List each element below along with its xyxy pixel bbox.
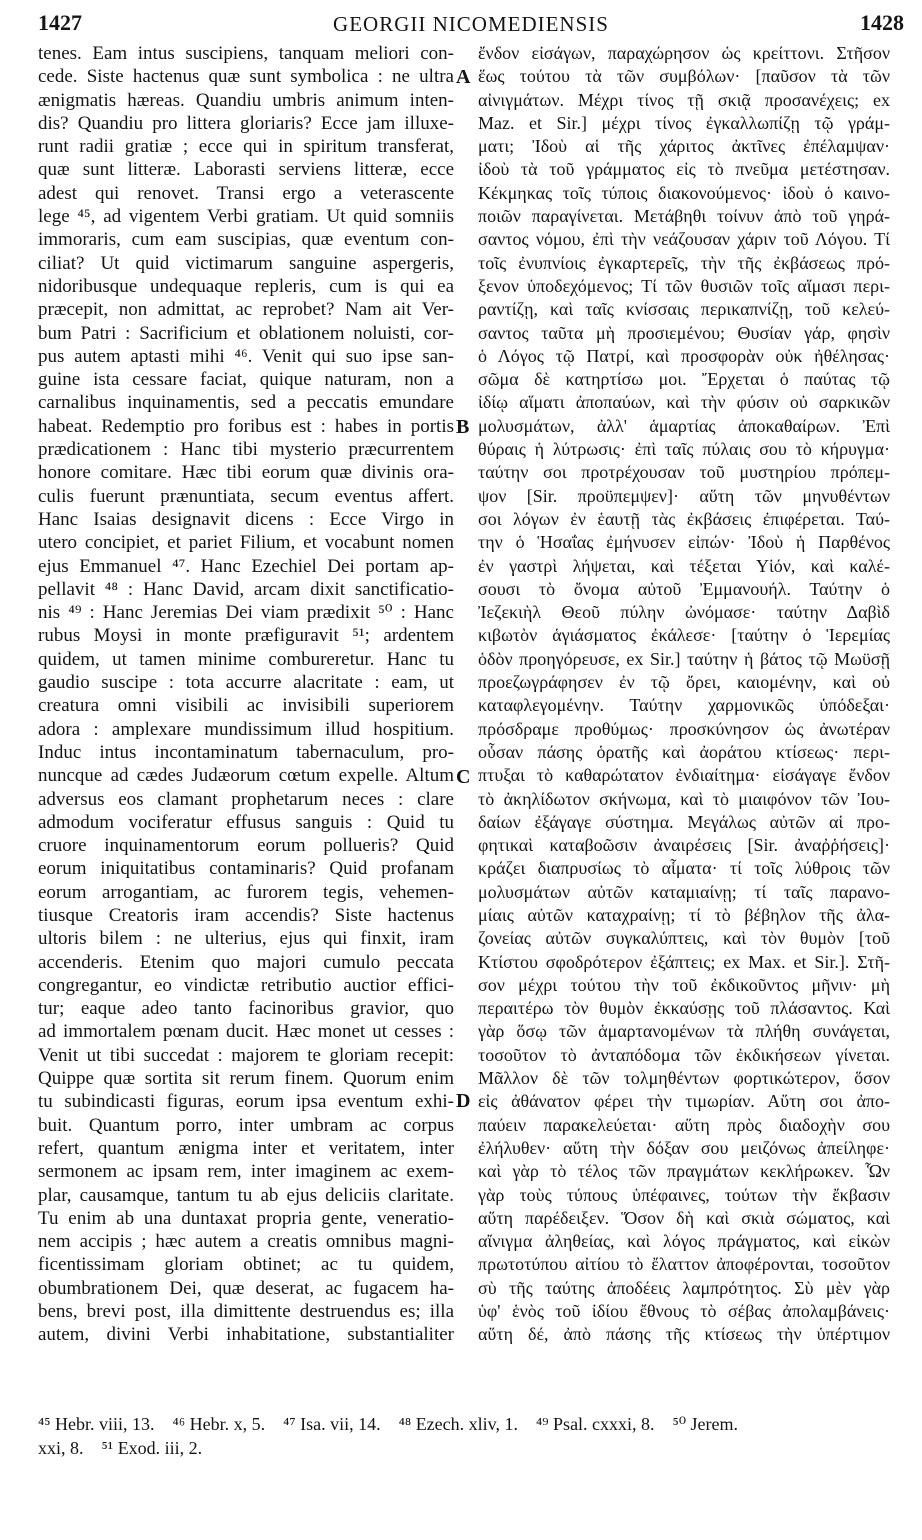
greek-text-line: περαιτέρω τὸν θυμὸν ἐκκαύσῃς τοῦ πλάσαντος. Καὶ: [478, 998, 890, 1019]
greek-text-line: πτυξαι τὸ καθαρώτατον ἐνδιαίτημα· εἰσάγαγε ἔνδον: [478, 765, 890, 786]
latin-text-line: obumbrationem Dei, quæ deserat, ac fugacem ha-: [38, 1277, 454, 1299]
latin-text-line: præcepit, non admittat, ac reprobet? Nam ait Ver-: [38, 299, 454, 321]
latin-text-line: Hanc Isaias designavit dicens : Ecce Virgo in: [38, 508, 454, 530]
greek-text-line: μίαις αὐτῶν καταχραίνῃ; τί τὸ βέβηλον τῆς ἀλα-: [478, 904, 890, 925]
footnote-reference: ⁴⁷ Isa. vii, 14.: [283, 1414, 381, 1434]
greek-text-line: Κέκμηκας τοῖς τύποις διακονούμενος· ἰδοὺ ὁ καινο-: [478, 182, 890, 203]
latin-text-line: ejus Emmanuel ⁴⁷. Hanc Ezechiel Dei portam ap-: [38, 555, 454, 577]
latin-text-line: admodum vociferatur effusus sanguis : Quid tu: [38, 811, 454, 833]
latin-text-line: utero concipiet, et pariet Filium, et vocabunt nomen: [38, 532, 454, 554]
greek-text-line: πρωτοτύπου αἰτίου τὸ ἔλαττον ἀποφέρονται, τοσοῦτον: [478, 1254, 890, 1275]
greek-text-line: σουσι τὸ ὄνομα αὐτοῦ Ἐμμανουήλ. Ταύτην ὁ: [478, 578, 890, 599]
greek-text-line: ὁδὸν προηγόρευσε, ex Sir.] ταύτην ἡ βάτος τῷ Μωϋσῇ: [478, 648, 890, 669]
footnote-line: [38, 1436, 904, 1460]
greek-text-line: ἰδίῳ αἵματι ἀποπαύων, καὶ τὴν φύσιν οὐ σαρκικῶν: [478, 392, 890, 413]
greek-text-line: σὺ τῆς ταύτης ἀποδέεις λαμπρότητος. Σὺ μὲν γὰρ: [478, 1277, 890, 1298]
latin-text-line: autem, divini Verbi inhabitatione, substantialiter: [38, 1324, 454, 1346]
greek-text-line: σοι λόγων ἐν ἑαυτῇ τὰς ἐκβάσεις ἐπιφέρεται. Ταύ-: [478, 508, 890, 529]
latin-text-line: tur; eaque adeo tanto facinoribus gravior, quo: [38, 998, 454, 1020]
footnote-reference: ⁵¹ Exod. iii, 2.: [101, 1438, 203, 1458]
greek-text-line: σαντος ταῦτα μὴ προσιεμένου; Θυσίαν γάρ, φησὶν: [478, 322, 890, 343]
latin-text-line: immoraris, cum eam suscipias, quæ eventum con-: [38, 229, 454, 251]
latin-text-line: tenes. Eam intus suscipiens, tanquam meliori con-: [38, 43, 454, 64]
greek-text-line: ραντίζῃ, καὶ ταῖς κνίσσαις περικαπνίζῃ, τοῦ κελεύ-: [478, 299, 890, 320]
latin-text-line: tiusque Creatoris iram accendis? Siste hactenus: [38, 904, 454, 926]
footnote-reference: ⁴⁹ Psal. cxxxi, 8.: [536, 1414, 655, 1434]
greek-text-line: κιβωτὸν ἁγιάσματος ἐκάλεσε· [ταύτην ὁ Ἱερεμίας: [478, 625, 890, 646]
greek-text-line: ποιῶν παραγίνεται. Μετάβηθι τοίνυν ἀπὸ τοῦ γηρά-: [478, 206, 890, 227]
greek-text-line: ματι; Ἰδοὺ αἱ τῆς χάριτος ἀκτῖνες ἐπέλαμψαν·: [478, 136, 890, 157]
greek-text-line: ἐλήλυθεν· αὕτη τὴν δόξαν σου μειζόνως ἀπείληφε·: [478, 1137, 890, 1158]
latin-text-line: congregantur, eo vindictæ retributio auctior effici-: [38, 974, 454, 996]
greek-text-line: σῶμα δὲ κατηρτίσω μοι. Ἔρχεται ὁ παύτας τῷ: [478, 369, 890, 390]
latin-text-line: Induc intus incontaminatum tabernaculum, pro-: [38, 741, 454, 763]
greek-text-line: ξενον ὑποδεχόμενος; Τί τῶν θυσιῶν τοῖς αἵμασι περι-: [478, 275, 890, 296]
footnote-reference: ⁴⁸ Ezech. xliv, 1.: [398, 1414, 518, 1434]
latin-text-line: buit. Quantum porro, inter umbram ac corpus: [38, 1114, 454, 1136]
greek-text-line: τὸ ἀκηλίδωτον σκήνωμα, καὶ τὸ μιαιφόνον τῶν Ἰου-: [478, 788, 890, 809]
footnote-reference: ⁴⁶ Hebr. x, 5.: [172, 1414, 266, 1434]
latin-text-line: bens, brevi post, illa dimittente destruendus es; illa: [38, 1301, 454, 1323]
latin-text-line: nem accipis ; hæc autem a creatis omnibus magni-: [38, 1231, 454, 1253]
greek-text-line: κράζει διαπρυσίως τὸ αἷματα· τί τοῖς λύθροις τῶν: [478, 858, 890, 879]
latin-text-line: Tu enim ab una duntaxat propria gente, veneratio-: [38, 1207, 454, 1229]
page-header: [38, 10, 904, 40]
latin-text-line: runt radii gratiæ ; ecce qui in spiritum transferat,: [38, 136, 454, 158]
latin-text-line: adora : amplexare mundissimum illud hospitium.: [38, 718, 454, 740]
greek-text-line: εἰς ἀθάνατον φέρει τὴν τιμωρίαν. Αὕτη σοι ἀπο-: [478, 1091, 890, 1112]
page-number-right: 1428: [860, 10, 904, 35]
latin-text-line: quæ sunt litteræ. Laborasti serviens litteræ, ecce: [38, 159, 454, 181]
latin-text-line: cruore inquinamentorum eorum pollueris? Quid: [38, 835, 454, 857]
greek-text-line: Κτίστου σφοδρότερον ἐξάπτεις; ex Max. et Sir.]. Στῆ-: [478, 951, 890, 972]
page-number-left: 1427: [38, 10, 82, 35]
greek-text-line: παύειν παρακελεύεται· αὕτη πρὸς διαδοχὴν σου: [478, 1114, 890, 1135]
greek-text-line: τοσοῦτον τὸ ἀνταπόδομα τῶν ἐκδικήσεων γίνεται.: [478, 1044, 890, 1065]
footnote-reference: xxi, 8.: [38, 1438, 84, 1458]
latin-text-line: eorum iniquitatibus contaminaris? Quid profanam: [38, 858, 454, 880]
latin-column: [38, 42, 454, 1347]
greek-text-line: ἰδοὺ τὰ τοῦ γράμματος εἰς τὸ πνεῦμα μετέστησαν.: [478, 159, 890, 180]
greek-text-line: δαίων ἐξάγαγε σύστημα. Μεγάλως αὐτῶν αἱ προ-: [478, 811, 890, 832]
greek-text-line: αἴνιγμα ἀληθείας, καὶ λόγος πράγματος, καὶ εἰκὼν: [478, 1231, 890, 1252]
footnote-reference: ⁵⁰ Jerem.: [672, 1414, 739, 1434]
latin-text-line: gaudio suscipe : tota accurre alacritate : eam, ut: [38, 672, 454, 694]
greek-text-line: γὰρ τοὺς τύπους ὑπέφαινες, τούτων τὴν ἔκβασιν: [478, 1184, 890, 1205]
greek-text-line: σαντος νόμου, ἐπὶ τὴν νεάζουσαν χάριν τοῦ Λόγου. Τί: [478, 229, 890, 250]
running-title: GEORGII NICOMEDIENSIS: [333, 12, 609, 36]
greek-text-line: καταφλεγομένην. Ταύτην χαρμονικῶς ὑπόδεξαι·: [478, 695, 890, 716]
footnotes: [38, 1412, 904, 1460]
greek-text-line: μολυσμάτων, ἀλλ' ἁμαρτίας ἀποκαθαίρων. Ἐπὶ: [478, 415, 890, 436]
greek-column: [478, 42, 890, 1347]
latin-text-line: rubus Moysi in monte præfiguravit ⁵¹; ardentem: [38, 625, 454, 647]
latin-text-line: nidoribusque undequaque repleris, cum is qui ea: [38, 275, 454, 297]
greek-text-line: καὶ γὰρ τὸ τέλος τῶν πραγμάτων κεκλήρωκεν. Ὧν: [478, 1161, 890, 1182]
greek-text-line: φητικαὶ καταβοῶσιν ἀναιρέσεις [Sir. ἀναῤῥήσεις]·: [478, 835, 890, 856]
latin-text-line: carnalibus inquinamentis, sed a peccatis emundare: [38, 392, 454, 414]
greek-text-line: ἕως τούτου τὰ τῶν συμβόλων· [παῦσον τὰ τῶν: [478, 66, 890, 87]
latin-text-line: culis fuerunt prænuntiata, secum eventus affert.: [38, 485, 454, 507]
latin-text-line: nis ⁴⁹ : Hanc Jeremias Dei viam prædixit ⁵⁰ : Hanc: [38, 602, 454, 624]
latin-text-line: adversus eos clamant prophetarum neces : clare: [38, 788, 454, 810]
greek-text-line: ἐν γαστρὶ λήψεται, καὶ τέξεται Υἱόν, καὶ καλέ-: [478, 555, 890, 576]
section-marker-d: D: [456, 1090, 471, 1112]
latin-text-line: pellavit ⁴⁸ : Hanc David, arcam dixit sanctificatio-: [38, 578, 454, 600]
greek-text-line: μολυσμάτων αὐτῶν καταμιαίνῃ; τί ταῖς παρανο-: [478, 881, 890, 902]
footnote-reference: ⁴⁵ Hebr. viii, 13.: [38, 1414, 155, 1434]
latin-text-line: ultoris bilem : ne ulterius, ejus qui finxit, iram: [38, 928, 454, 950]
latin-text-line: nuncque ad cædes Judæorum cœtum expelle. Altum: [38, 765, 454, 787]
greek-text-line: ταύτην σοι προτρέχουσαν τοῦ μυστηρίου πρόπεμ-: [478, 462, 890, 483]
greek-text-line: Ἰεζεκιὴλ Θεοῦ πύλην ὠνόμασε· ταύτην Δαβὶδ: [478, 602, 890, 623]
greek-text-line: τοῖς ἐνυπνίοις ἐγκαρτερεῖς, τὴν τῆς ἐκβάσεως πρό-: [478, 252, 890, 273]
greek-text-line: γὰρ ὅσῳ τῶν ἁμαρτανομένων τὰ πλήθη συνάγεται,: [478, 1021, 890, 1042]
latin-text-line: bum Patri : Sacrificium et oblationem noluisti, cor-: [38, 322, 454, 344]
latin-text-line: habeat. Redemptio pro foribus est : habes in portis: [38, 415, 454, 437]
greek-text-line: ζονείας αὐτῶν συγκαλύπτεις, καὶ τὸν θυμὸν [τοῦ: [478, 928, 890, 949]
greek-text-line: σον μέχρι τούτου τὴν τοῦ ἐκδικοῦντος μῆνιν· μὴ: [478, 974, 890, 995]
latin-text-line: sermonem ac ipsam rem, inter imaginem ac exem-: [38, 1161, 454, 1183]
latin-text-line: refert, quantum ænigma inter et veritatem, inter: [38, 1137, 454, 1159]
latin-text-line: cede. Siste hactenus quæ sunt symbolica : ne ultra: [38, 66, 454, 88]
section-marker-b: B: [456, 416, 470, 438]
greek-text-line: αἰνιγμάτων. Μέχρι τίνος τῇ σκιᾷ προσανέχεις; ex: [478, 89, 890, 110]
greek-text-line: αὕτη δέ, ἀπὸ πάσης τῆς κτίσεως τὴν ὑπέρτιμον: [478, 1324, 890, 1345]
latin-text-line: prædicationem : Hanc tibi mysterio præcurrentem: [38, 439, 454, 461]
latin-text-line: guine ista cessare faciat, quique naturam, non a: [38, 369, 454, 391]
latin-text-line: creatura omni visibili ac invisibili superiorem: [38, 695, 454, 717]
greek-text-line: Maz. et Sir.] μέχρι τίνος ἐγκαλλωπίζῃ τῷ γράμ-: [478, 112, 890, 133]
latin-text-line: honore comitare. Hæc tibi eorum quæ divinis ora-: [38, 462, 454, 484]
latin-text-line: adest qui renovet. Transi ergo a veterascente: [38, 182, 454, 204]
latin-text-line: Venit ut tibi succedat : majorem te gloriam recepit:: [38, 1044, 454, 1066]
greek-text-line: ἔνδον εἰσάγων, παραχώρησον ὡς κρείττονι. Στῆσον: [478, 43, 890, 63]
footnote-line: [38, 1412, 904, 1436]
section-marker-a: A: [456, 66, 471, 88]
greek-text-line: πρόσδραμε προθύμως· προσκύνησον ὡς ἀνωτέραν: [478, 718, 890, 739]
latin-text-line: dis? Quandiu pro littera gloriaris? Ecce jam illuxe-: [38, 112, 454, 134]
latin-text-line: ficentissimam gloriam obtinet; ac tu quidem,: [38, 1254, 454, 1276]
latin-text-line: quidem, ut tamen minime combureretur. Hanc tu: [38, 648, 454, 670]
greek-text-line: αὕτη παρέδειξεν. Ὅσον δὴ καὶ σκιὰ σώματος, καὶ: [478, 1207, 890, 1228]
greek-text-line: θύραις ἡ λύτρωσις· ἐπὶ ταῖς πύλαις σου τὸ κήρυγμα·: [478, 439, 890, 460]
greek-text-line: ὁ Λόγος τῷ Πατρί, καὶ προσφορὰν οὐκ ἠθέλησας·: [478, 345, 890, 366]
latin-text-line: ad immortalem pœnam ducit. Hæc monet ut cesses :: [38, 1021, 454, 1043]
greek-text-line: ψον [Sir. προϋπεμψεν]· αὕτη τῶν μηνυθέντων: [478, 485, 890, 506]
latin-text-line: tu subindicasti figuras, eorum ipsa eventum exhi-: [38, 1091, 454, 1113]
latin-text-line: accenderis. Etenim quo majori cumulo peccata: [38, 951, 454, 973]
latin-text-line: eorum arrogantiam, ac furorem tegis, vehemen-: [38, 881, 454, 903]
latin-text-line: ænigmatis hæreas. Quandiu umbris animum inten-: [38, 89, 454, 111]
greek-text-line: την ὁ Ἡσαΐας ἐμήνυσεν εἰπών· Ἰδοὺ ἡ Παρθένος: [478, 532, 890, 553]
latin-text-line: ciliat? Ut quid victimarum sanguine aspergeris,: [38, 252, 454, 274]
latin-text-line: Quippe quæ sortita sit rerum finem. Quorum enim: [38, 1068, 454, 1090]
latin-text-line: pus autem aptasti mihi ⁴⁶. Venit qui suo ipse san-: [38, 345, 454, 367]
greek-text-line: προεζωγράφησεν ἐν τῷ ὄρει, καιομένην, καὶ οὐ: [478, 672, 890, 693]
greek-text-line: Μᾶλλον δὲ τῶν τολμηθέντων φορτικώτερον, ὅσον: [478, 1068, 890, 1089]
latin-text-line: plar, causamque, tantum tu ab ejus deliciis claritate.: [38, 1184, 454, 1206]
greek-text-line: ὑφ' ἑνὸς τοῦ ἰδίου ἔθνους τὸ σέβας ἀπολαμβάνεις·: [478, 1301, 890, 1322]
greek-text-line: οὖσαν πάσης ὁρατῆς καὶ ἀοράτου κτίσεως· περι-: [478, 741, 890, 762]
latin-text-line: lege ⁴⁵, ad vigentem Verbi gratiam. Ut quid somniis: [38, 206, 454, 228]
section-marker-c: C: [456, 766, 471, 788]
